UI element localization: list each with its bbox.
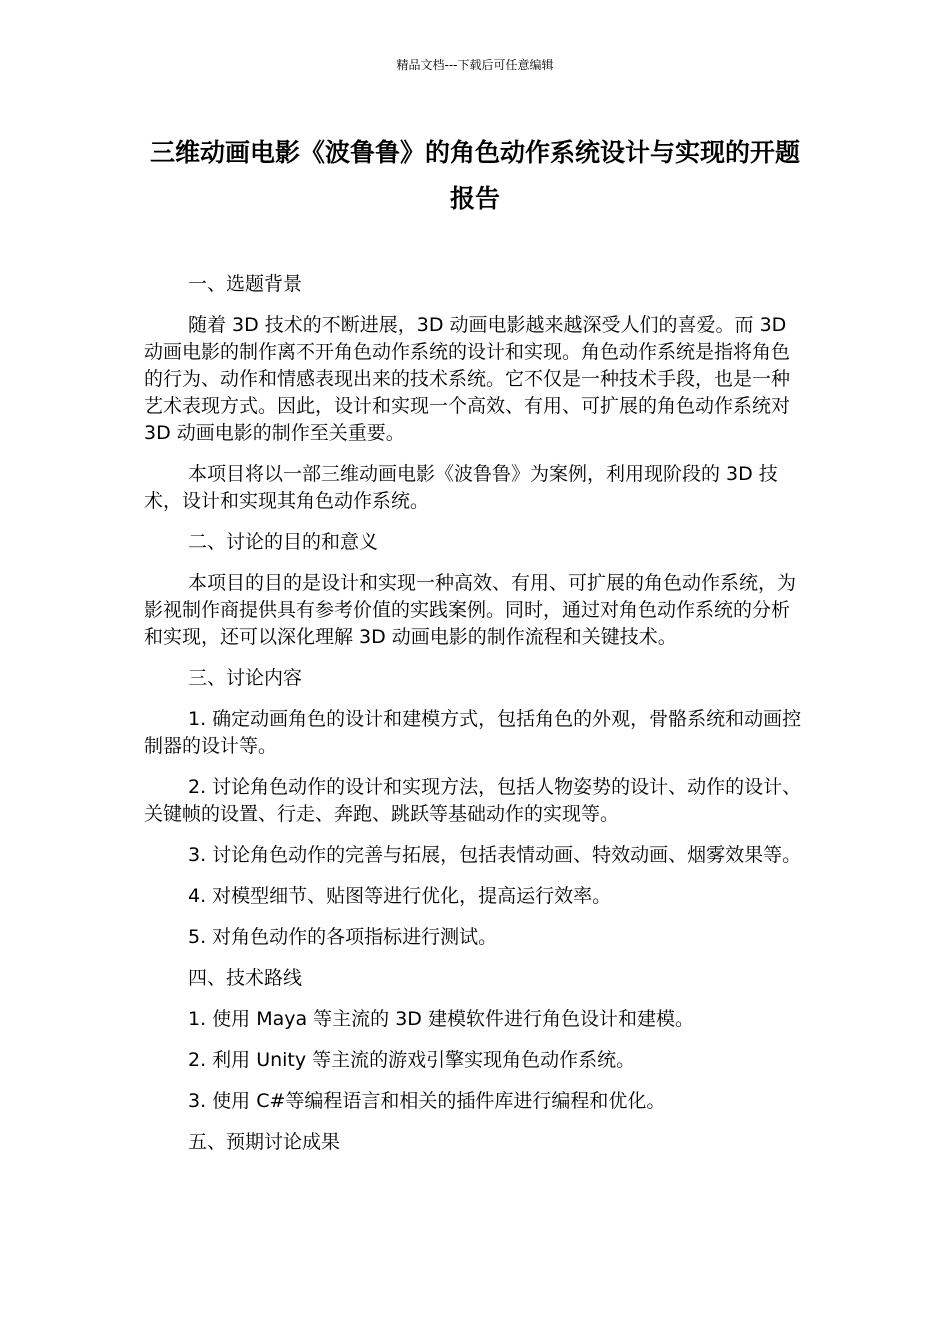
section-heading-background: 一、选题背景 (188, 273, 303, 295)
list-item-content-4: 4. 对模型细节、贴图等进行优化，提高运行效率。 (188, 885, 612, 907)
list-item-content-3: 3. 讨论角色动作的完善与拓展，包括表情动画、特效动画、烟雾效果等。 (188, 844, 802, 866)
list-item-route-3: 3. 使用 C#等编程语言和相关的插件库进行编程和优化。 (188, 1090, 666, 1112)
paragraph-project-case: 本项目将以一部三维动画电影《波鲁鲁》为案例，利用现阶段的 3D 技术，设计和实现其角色动作系统。 (144, 463, 778, 512)
section-heading-purpose: 二、讨论的目的和意义 (188, 531, 379, 553)
section-heading-expected-results: 五、预期讨论成果 (188, 1131, 341, 1153)
list-item-route-1: 1. 使用 Maya 等主流的 3D 建模软件进行角色设计和建模。 (188, 1008, 694, 1030)
list-item-content-5: 5. 对角色动作的各项指标进行测试。 (188, 926, 498, 948)
paragraph-purpose: 本项目的目的是设计和实现一种高效、有用、可扩展的角色动作系统，为影视制作商提供具有参考价值的实践案例。同时，通过对角色动作系统的分析和实现，还可以深化理解 3D 动画电影的制作流程和关键技术。 (144, 572, 797, 648)
document-title: 三维动画电影《波鲁鲁》的角色动作系统设计与实现的开题报告 (149, 138, 800, 213)
list-item-route-2: 2. 利用 Unity 等主流的游戏引擎实现角色动作系统。 (188, 1049, 636, 1071)
page-header: 精品文档---下载后可任意编辑 (396, 58, 554, 72)
list-item-content-1: 1. 确定动画角色的设计和建模方式，包括角色的外观，骨骼系统和动画控制器的设计等。 (144, 708, 802, 757)
section-heading-content: 三、讨论内容 (188, 667, 303, 689)
document-body (144, 271, 806, 1170)
section-heading-technical-route: 四、技术路线 (188, 967, 303, 989)
paragraph-background: 随着 3D 技术的不断进展，3D 动画电影越来越深受人们的喜爱。而 3D 动画电影的制作离不开角色动作系统的设计和实现。角色动作系统是指将角色的行为、动作和情感表现出来的技术系统。它不仅是一种技术手段，也是一种艺术表现方式。因此，设计和实现一个高效、有用、可扩展的角色动作系统对 3D 动画电影的制作至关重要。 (144, 314, 791, 444)
list-item-content-2: 2. 讨论角色动作的设计和实现方法，包括人物姿势的设计、动作的设计、关键帧的设置、行走、奔跑、跳跃等基础动作的实现等。 (144, 776, 802, 825)
